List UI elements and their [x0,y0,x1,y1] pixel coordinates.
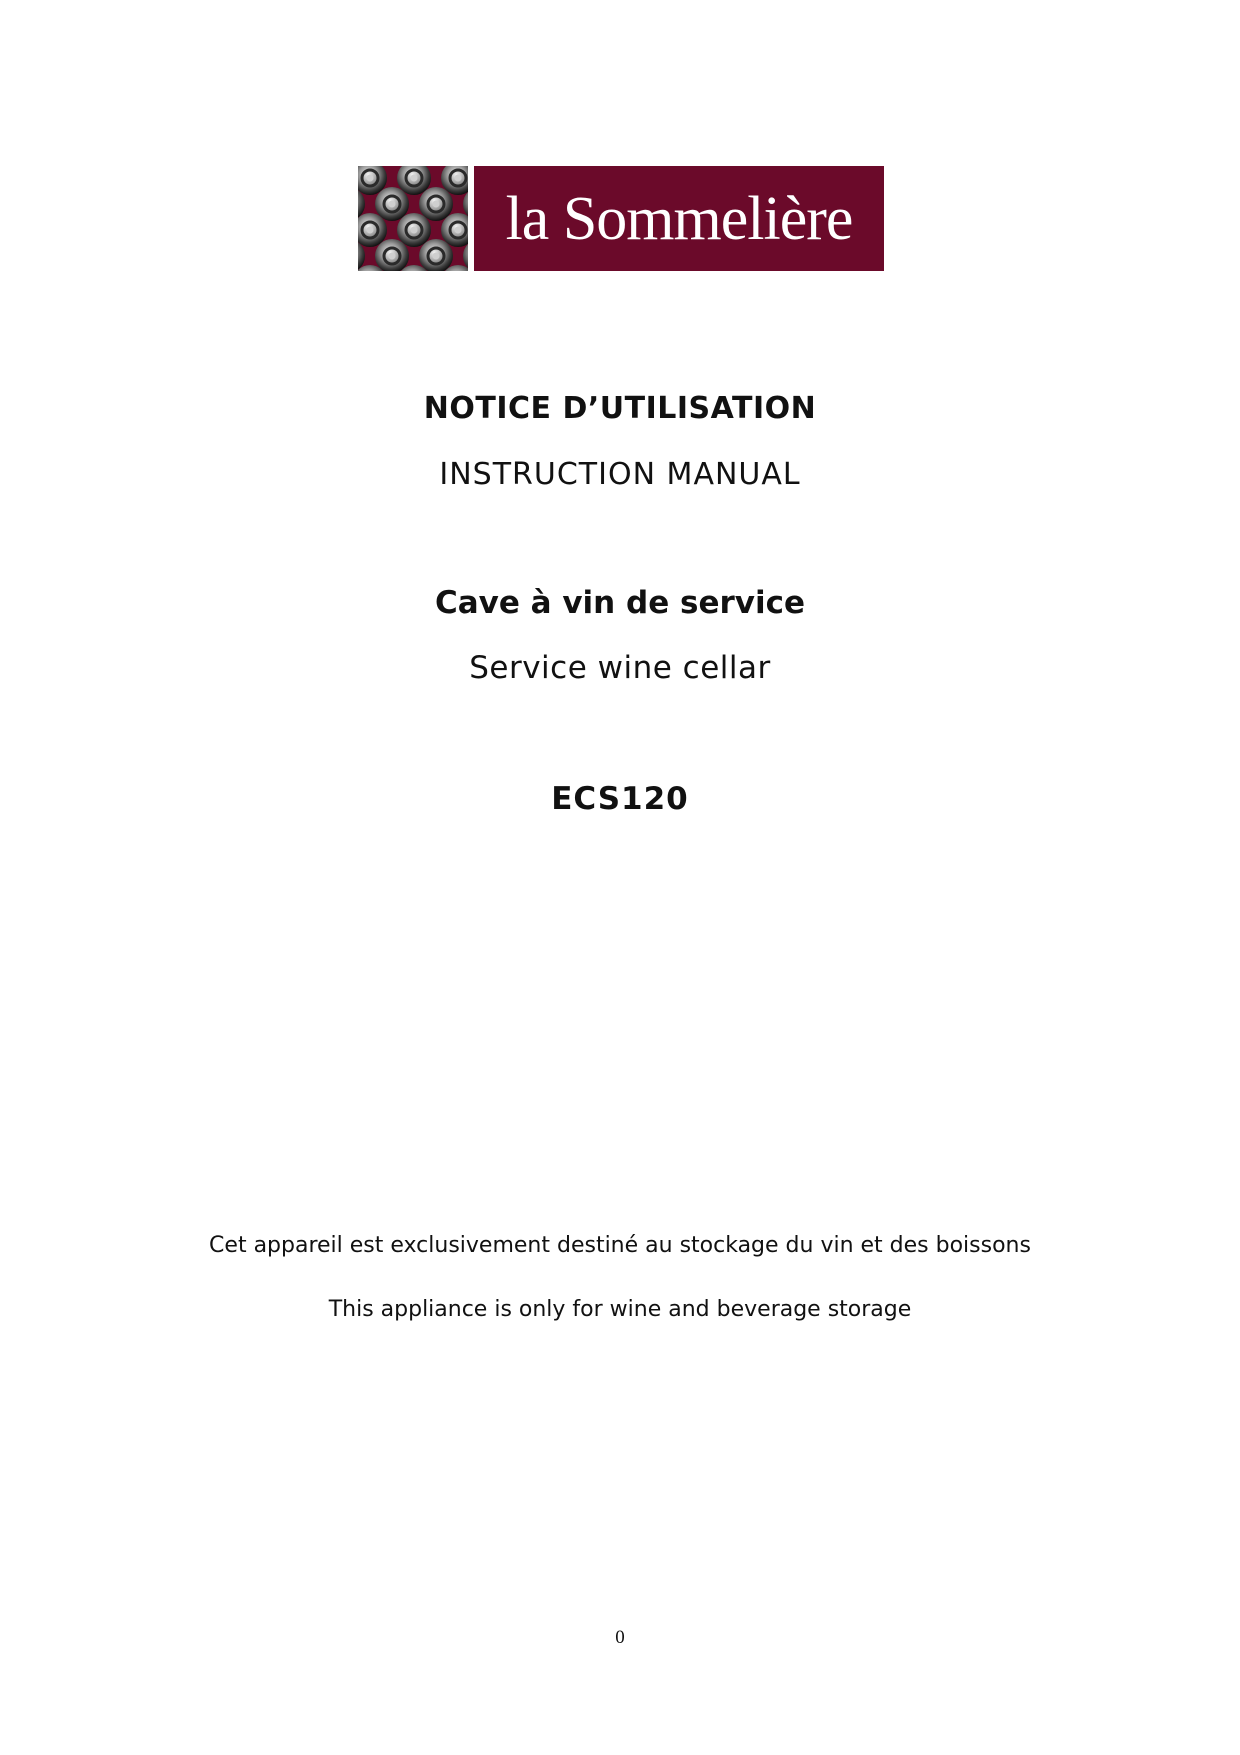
bottle-end-core [389,253,396,260]
bottle-end-core [389,201,396,208]
page-number: 0 [615,1627,625,1648]
title-french: NOTICE D’UTILISATION [423,391,817,426]
subtitle-english: Service wine cellar [469,650,771,686]
bottle-end-core [367,175,374,182]
usage-notice-french: Cet appareil est exclusivement destiné au stockage du vin et des boissons [209,1233,1031,1258]
subtitle-french: Cave à vin de service [434,585,806,621]
bottle-end-core [411,227,418,234]
brand-name: la Sommelière [474,166,884,271]
title-english: INSTRUCTION MANUAL [439,457,801,492]
bottle-end-core [433,201,440,208]
brand-logo [358,166,884,271]
bottle-end-core [455,227,462,234]
bottle-end-core [455,175,462,182]
bottle-end-core [411,175,418,182]
wine-bottle-ends-pattern-icon [358,166,468,271]
bottle-end-core [367,227,374,234]
model-number: ECS120 [551,781,689,817]
bottle-end-core [433,253,440,260]
usage-notice-english: This appliance is only for wine and beverage storage [328,1297,912,1322]
